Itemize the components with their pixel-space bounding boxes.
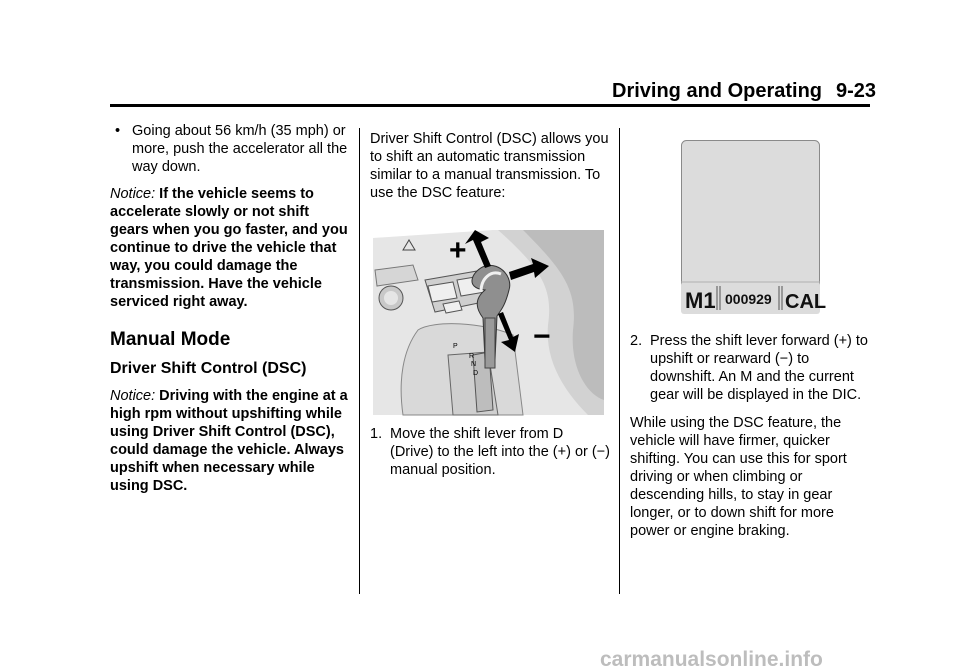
plus-label: + [449, 234, 467, 267]
step-2-text: Press the shift lever forward (+) to upshift or rearward (−) to downshift. An M and the current gear will be displayed in the DIC. [650, 333, 868, 403]
notice-2 [110, 387, 350, 495]
section-title: Driving and Operating [612, 80, 823, 102]
notice-2-label: Notice: [110, 388, 156, 404]
subsection-heading: Driver Shift Control (DSC) [110, 360, 307, 377]
step-2-item [630, 332, 872, 404]
column-divider-1 [359, 128, 360, 594]
intro-paragraph: Driver Shift Control (DSC) allows you to shift an automatic transmission similar to a manual transmission. To use the DSC feature: [370, 131, 609, 201]
minus-label: − [533, 320, 551, 353]
bullet-mark: • [115, 123, 121, 139]
gear-p: P [453, 343, 458, 350]
column-2 [370, 130, 610, 211]
step-1-item [370, 425, 610, 479]
bullet-text: Going about 56 km/h (35 mph) or more, push the accelerator all the way down. [132, 123, 348, 175]
step-1-text: Move the shift lever from D (Drive) to the left into the (+) or (−) manual position. [390, 426, 610, 478]
gear-indicator: M1 [685, 288, 716, 313]
notice-1 [110, 185, 350, 311]
page-number: 9-23 [836, 80, 877, 102]
dic-display-illustration [681, 140, 827, 314]
shift-lever-illustration [373, 230, 604, 415]
gear-r: R [469, 353, 475, 360]
step-1 [370, 425, 610, 489]
mode-label: CAL [785, 291, 827, 313]
step-1-number: 1. [370, 426, 383, 442]
column-1 [110, 122, 350, 504]
odometer-reading: 000929 [725, 291, 772, 307]
notice-1-text: If the vehicle seems to accelerate slowly or not shift gears when you go faster, and you continue to drive the vehicle that way, you could damage the transmission. Have the vehicle serviced right away. [110, 186, 348, 310]
page-header [612, 80, 877, 103]
dsc-paragraph: While using the DSC feature, the vehicle will have firmer, quicker shifting. You can use this for sport driving or when climbing or descending hills, to stay in gear longer, or to down shift for more power or engine braking. [630, 415, 847, 539]
gear-d: D [473, 370, 479, 377]
watermark: carmanualsonline.info [600, 648, 823, 671]
header-rule [110, 104, 870, 107]
gear-n: N [471, 361, 477, 368]
notice-2-text: Driving with the engine at a high rpm without upshifting while using Driver Shift Control (DSC), could damage the vehicle. Always upshift when necessary while using DSC. [110, 388, 348, 494]
column-3 [630, 332, 872, 549]
bullet-item [110, 122, 350, 176]
column-divider-2 [619, 128, 620, 594]
notice-1-label: Notice: [110, 186, 156, 202]
section-heading: Manual Mode [110, 329, 231, 350]
step-2-number: 2. [630, 333, 643, 349]
